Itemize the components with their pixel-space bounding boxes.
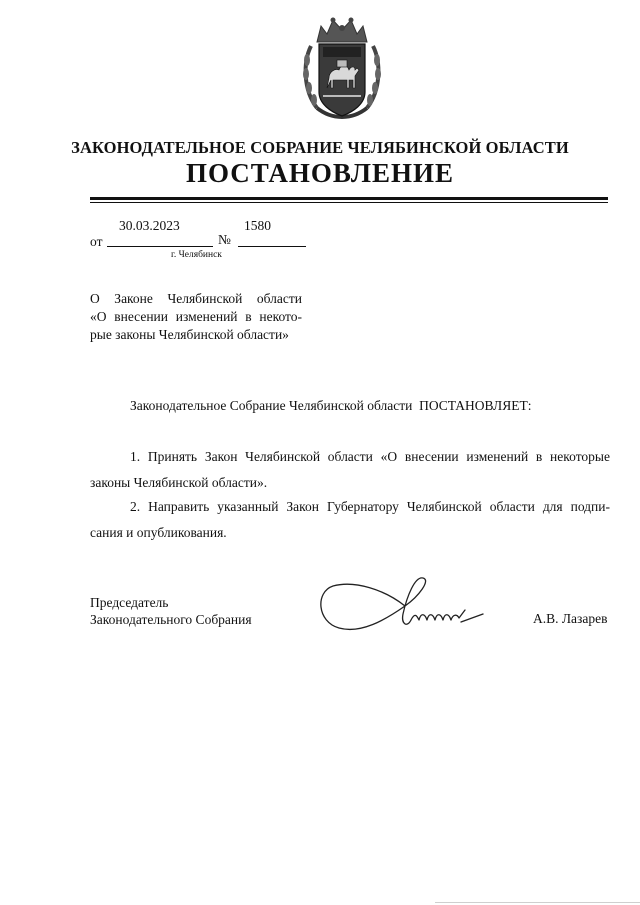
document-subject [90, 290, 302, 344]
document-type-title: ПОСТАНОВЛЕНИЕ [185, 158, 455, 188]
handwritten-signature [315, 570, 485, 645]
subject-line-3: рые законы Челябинской области» [90, 327, 289, 342]
item-2-line-1: 2. Направить указанный Закон Губернатору Челябинской области для подпи- [130, 499, 610, 514]
document-date: 30.03.2023 [119, 218, 180, 233]
header-rule-thin [90, 202, 608, 203]
city-label: г. Челябинск [171, 250, 222, 260]
resolution-item-1 [90, 444, 610, 496]
resolution-statement: Законодательное Собрание Челябинской области ПОСТАНОВЛЯЕТ: [130, 398, 532, 413]
document-number: 1580 [244, 218, 271, 233]
item-1-line-1: 1. Принять Закон Челябинской области «О внесении изменений в некоторые [130, 449, 610, 464]
organization-name: ЗАКОНОДАТЕЛЬНОЕ СОБРАНИЕ ЧЕЛЯБИНСКОЙ ОБЛАСТИ [71, 138, 569, 157]
item-1-line-2: законы Челябинской области». [90, 475, 268, 490]
signer-name: А.В. Лазарев [533, 611, 608, 626]
number-sign: № [218, 232, 231, 247]
date-underline [107, 246, 213, 247]
scan-edge-line [435, 902, 640, 903]
date-prefix: от [90, 234, 103, 249]
coat-of-arms-emblem [297, 12, 387, 124]
resolution-item-2 [90, 494, 610, 546]
signatory-title [90, 594, 252, 628]
header-rule-thick [90, 197, 608, 200]
subject-line-2: «О внесении изменений в некото- [90, 309, 302, 324]
item-2-line-2: сания и опубликования. [90, 525, 227, 540]
subject-line-1: О Законе Челябинской области [90, 291, 302, 306]
signatory-title-line-1: Председатель [90, 595, 169, 610]
number-underline [238, 246, 306, 247]
signatory-title-line-2: Законодательного Собрания [90, 612, 252, 627]
